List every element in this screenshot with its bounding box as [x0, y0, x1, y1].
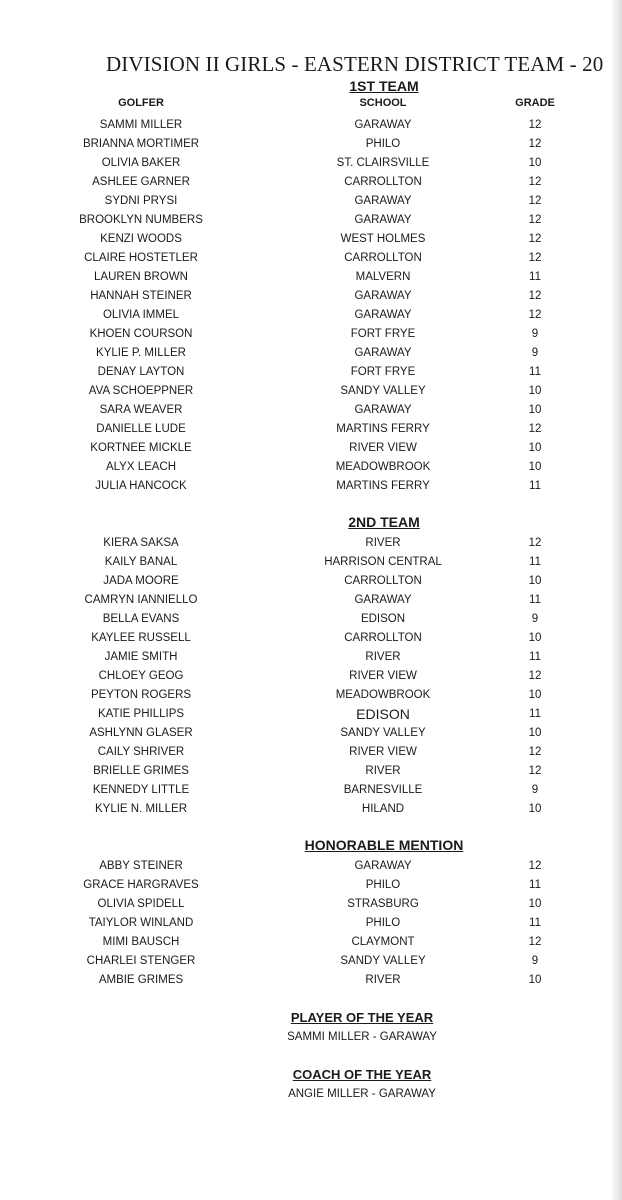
golfer-name: DENAY LAYTON — [97, 366, 185, 378]
school-name: WEST HOLMES — [340, 233, 426, 245]
table-row — [0, 952, 622, 971]
school-column-header: SCHOOL — [359, 97, 407, 109]
school-name: GARAWAY — [354, 119, 412, 131]
grade-value: 9 — [531, 613, 539, 625]
table-row — [0, 230, 622, 249]
grade-value: 12 — [528, 670, 542, 682]
grade-value: 12 — [528, 423, 542, 435]
grade-value: 11 — [529, 271, 541, 283]
school-name: CARROLLTON — [344, 176, 422, 188]
grade-value: 10 — [528, 689, 542, 701]
table-row — [0, 192, 622, 211]
coach-of-year-value: ANGIE MILLER - GARAWAY — [288, 1088, 436, 1100]
column-header-row — [0, 97, 622, 115]
grade-value: 10 — [528, 404, 542, 416]
table-row — [0, 857, 622, 876]
grade-value: 12 — [528, 233, 542, 245]
grade-value: 12 — [528, 290, 542, 302]
grade-value: 12 — [528, 765, 542, 777]
table-row — [0, 553, 622, 572]
school-name: BARNESVILLE — [343, 784, 423, 796]
grade-value: 12 — [528, 537, 542, 549]
golfer-name: SARA WEAVER — [99, 404, 183, 416]
golfer-name: OLIVIA SPIDELL — [97, 898, 185, 910]
table-row — [0, 971, 622, 990]
golfer-name: KHOEN COURSON — [89, 328, 193, 340]
school-name: SANDY VALLEY — [340, 385, 426, 397]
golfer-name: BELLA EVANS — [102, 613, 180, 625]
table-row — [0, 325, 622, 344]
grade-value: 10 — [528, 157, 542, 169]
golfer-name: CAMRYN IANNIELLO — [84, 594, 198, 606]
table-row — [0, 534, 622, 553]
school-name: EDISON — [360, 613, 406, 625]
school-name: PHILO — [365, 917, 401, 929]
school-name: GARAWAY — [354, 860, 412, 872]
first-team-heading: 1ST TEAM — [349, 78, 419, 94]
page-title: DIVISION II GIRLS - EASTERN DISTRICT TEAM - 20 — [106, 52, 604, 76]
golfer-name: CAILY SHRIVER — [97, 746, 185, 758]
school-name: RIVER VIEW — [349, 442, 417, 454]
golfer-name: KYLIE N. MILLER — [94, 803, 188, 815]
grade-value: 11 — [529, 879, 541, 891]
table-row — [0, 439, 622, 458]
golfer-name: AMBIE GRIMES — [98, 974, 184, 986]
golfer-name: KAILY BANAL — [104, 556, 178, 568]
grade-value: 11 — [529, 708, 541, 720]
school-name: GARAWAY — [354, 309, 412, 321]
golfer-column-header: GOLFER — [118, 97, 164, 109]
table-row — [0, 116, 622, 135]
grade-value: 12 — [528, 138, 542, 150]
golfer-name: LAUREN BROWN — [94, 271, 188, 283]
table-row — [0, 363, 622, 382]
golfer-name: SAMMI MILLER — [99, 119, 183, 131]
table-row — [0, 705, 622, 724]
grade-value: 9 — [531, 955, 539, 967]
table-row — [0, 382, 622, 401]
grade-value: 12 — [528, 176, 542, 188]
school-name: RIVER — [365, 651, 401, 663]
golfer-name: SYDNI PRYSI — [104, 195, 178, 207]
table-row — [0, 249, 622, 268]
grade-value: 10 — [528, 385, 542, 397]
golfer-name: CLAIRE HOSTETLER — [84, 252, 198, 264]
school-name: MALVERN — [355, 271, 411, 283]
table-row — [0, 914, 622, 933]
coach-of-year-heading: COACH OF THE YEAR — [292, 1067, 432, 1082]
golfer-name: KAYLEE RUSSELL — [91, 632, 191, 644]
grade-value: 11 — [529, 917, 541, 929]
school-name: PHILO — [365, 879, 401, 891]
grade-value: 12 — [528, 746, 542, 758]
grade-value: 12 — [528, 309, 542, 321]
golfer-name: OLIVIA IMMEL — [102, 309, 180, 321]
table-row — [0, 477, 622, 496]
school-name: MARTINS FERRY — [336, 480, 430, 492]
table-row — [0, 876, 622, 895]
golfer-name: JULIA HANCOCK — [95, 480, 187, 492]
table-row — [0, 762, 622, 781]
grade-value: 12 — [528, 119, 542, 131]
grade-value: 10 — [528, 461, 542, 473]
grade-value: 10 — [528, 727, 542, 739]
golfer-name: ALYX LEACH — [105, 461, 177, 473]
first-team-heading-row — [0, 78, 622, 98]
golfer-name: AVA SCHOEPPNER — [88, 385, 194, 397]
school-name: GARAWAY — [354, 594, 412, 606]
school-name: EDISON — [356, 706, 410, 722]
school-name: GARAWAY — [354, 404, 412, 416]
school-name: RIVER — [365, 537, 401, 549]
table-row — [0, 724, 622, 743]
player-of-year-value: SAMMI MILLER - GARAWAY — [287, 1031, 437, 1043]
golfer-name: JADA MOORE — [103, 575, 179, 587]
golfer-name: PEYTON ROGERS — [90, 689, 192, 701]
second-team-heading-row — [0, 514, 622, 534]
school-name: FORT FRYE — [350, 328, 416, 340]
school-name: RIVER VIEW — [349, 670, 417, 682]
grade-value: 12 — [528, 252, 542, 264]
school-name: FORT FRYE — [350, 366, 416, 378]
grade-value: 10 — [528, 575, 542, 587]
golfer-name: ASHLEE GARNER — [92, 176, 190, 188]
school-name: HARRISON CENTRAL — [324, 556, 442, 568]
grade-value: 10 — [528, 803, 542, 815]
grade-value: 10 — [528, 442, 542, 454]
grade-value: 12 — [528, 195, 542, 207]
school-name: GARAWAY — [354, 347, 412, 359]
school-name: SANDY VALLEY — [340, 727, 426, 739]
school-name: CLAYMONT — [351, 936, 415, 948]
grade-value: 9 — [531, 328, 539, 340]
table-row — [0, 572, 622, 591]
golfer-name: CHARLEI STENGER — [86, 955, 196, 967]
golfer-name: BRIANNA MORTIMER — [82, 138, 200, 150]
school-name: CARROLLTON — [344, 252, 422, 264]
table-row — [0, 287, 622, 306]
table-row — [0, 610, 622, 629]
honorable-mention-list — [0, 857, 622, 990]
grade-value: 11 — [529, 556, 541, 568]
grade-value: 11 — [529, 366, 541, 378]
golfer-name: ASHLYNN GLASER — [89, 727, 193, 739]
table-row — [0, 401, 622, 420]
first-team-list — [0, 116, 622, 496]
grade-column-header: GRADE — [515, 97, 555, 109]
school-name: STRASBURG — [347, 898, 419, 910]
table-row — [0, 781, 622, 800]
school-name: MARTINS FERRY — [336, 423, 430, 435]
second-team-heading: 2ND TEAM — [348, 514, 420, 530]
golfer-name: KENNEDY LITTLE — [92, 784, 190, 796]
golfer-name: GRACE HARGRAVES — [83, 879, 199, 891]
table-row — [0, 591, 622, 610]
golfer-name: BROOKLYN NUMBERS — [79, 214, 203, 226]
grade-value: 9 — [531, 347, 539, 359]
table-row — [0, 667, 622, 686]
grade-value: 12 — [528, 214, 542, 226]
golfer-name: KIERA SAKSA — [103, 537, 179, 549]
table-row — [0, 420, 622, 439]
table-row — [0, 629, 622, 648]
golfer-name: KENZI WOODS — [100, 233, 182, 245]
golfer-name: KATIE PHILLIPS — [97, 708, 185, 720]
school-name: HILAND — [361, 803, 405, 815]
school-name: CARROLLTON — [344, 632, 422, 644]
grade-value: 10 — [528, 632, 542, 644]
table-row — [0, 268, 622, 287]
grade-value: 12 — [528, 936, 542, 948]
school-name: PHILO — [365, 138, 401, 150]
school-name: MEADOWBROOK — [335, 689, 431, 701]
school-name: GARAWAY — [354, 290, 412, 302]
grade-value: 11 — [529, 480, 541, 492]
school-name: RIVER — [365, 765, 401, 777]
table-row — [0, 211, 622, 230]
table-row — [0, 648, 622, 667]
school-name: ST. CLAIRSVILLE — [336, 157, 430, 169]
grade-value: 11 — [529, 594, 541, 606]
table-row — [0, 686, 622, 705]
table-row — [0, 306, 622, 325]
school-name: SANDY VALLEY — [340, 955, 426, 967]
golfer-name: HANNAH STEINER — [90, 290, 192, 302]
table-row — [0, 743, 622, 762]
table-row — [0, 344, 622, 363]
table-row — [0, 895, 622, 914]
school-name: RIVER VIEW — [349, 746, 417, 758]
school-name: GARAWAY — [354, 214, 412, 226]
school-name: MEADOWBROOK — [335, 461, 431, 473]
golfer-name: KYLIE P. MILLER — [96, 347, 186, 359]
golfer-name: TAIYLOR WINLAND — [88, 917, 194, 929]
second-team-list — [0, 534, 622, 819]
golfer-name: DANIELLE LUDE — [96, 423, 186, 435]
table-row — [0, 173, 622, 192]
player-of-year-heading: PLAYER OF THE YEAR — [290, 1010, 434, 1025]
table-row — [0, 933, 622, 952]
grade-value: 10 — [528, 974, 542, 986]
golfer-name: KORTNEE MICKLE — [90, 442, 192, 454]
golfer-name: BRIELLE GRIMES — [93, 765, 189, 777]
grade-value: 9 — [531, 784, 539, 796]
grade-value: 11 — [529, 651, 541, 663]
table-row — [0, 154, 622, 173]
table-row — [0, 800, 622, 819]
grade-value: 10 — [528, 898, 542, 910]
table-row — [0, 458, 622, 477]
golfer-name: OLIVIA BAKER — [101, 157, 181, 169]
golfer-name: ABBY STEINER — [99, 860, 183, 872]
school-name: GARAWAY — [354, 195, 412, 207]
grade-value: 12 — [528, 860, 542, 872]
school-name: CARROLLTON — [344, 575, 422, 587]
honorable-mention-heading-row — [0, 837, 622, 857]
school-name: RIVER — [365, 974, 401, 986]
golfer-name: JAMIE SMITH — [104, 651, 178, 663]
golfer-name: CHLOEY GEOG — [98, 670, 184, 682]
golfer-name: MIMI BAUSCH — [102, 936, 180, 948]
honorable-mention-heading: HONORABLE MENTION — [304, 837, 464, 853]
table-row — [0, 135, 622, 154]
